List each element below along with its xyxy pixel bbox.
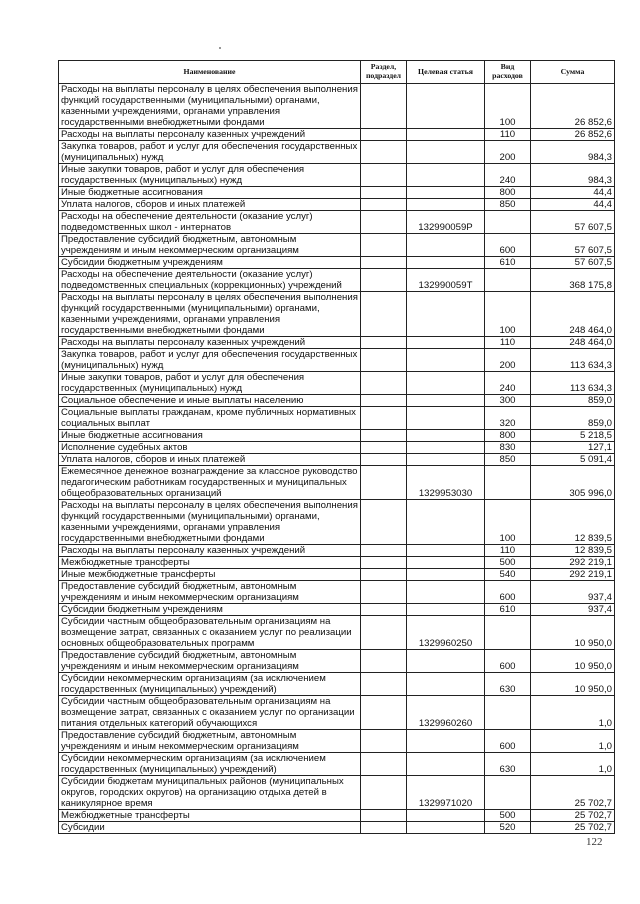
cell-vid: 500 <box>485 557 531 569</box>
cell-name: Расходы на обеспечение деятельности (оказание услуг) подведомственных специальных (коррекционных) учреждений <box>59 269 361 292</box>
cell-vid: 110 <box>485 545 531 557</box>
cell-razdel <box>361 257 407 269</box>
cell-razdel <box>361 673 407 696</box>
cell-vid: 800 <box>485 187 531 199</box>
cell-name: Предоставление субсидий бюджетным, автономным учреждениям и иным некоммерческим организациям <box>59 730 361 753</box>
table-row <box>59 466 615 500</box>
cell-name: Межбюджетные трансферты <box>59 810 361 822</box>
cell-summa: 12 839,5 <box>531 545 615 557</box>
cell-statya <box>407 822 485 834</box>
cell-name: Расходы на выплаты персоналу казенных учреждений <box>59 337 361 349</box>
header-summa: Сумма <box>531 61 615 84</box>
cell-statya <box>407 454 485 466</box>
cell-razdel <box>361 292 407 337</box>
cell-vid: 100 <box>485 292 531 337</box>
cell-vid: 200 <box>485 349 531 372</box>
cell-vid <box>485 776 531 810</box>
cell-summa: 10 950,0 <box>531 673 615 696</box>
cell-summa: 937,4 <box>531 581 615 604</box>
table-row <box>59 395 615 407</box>
cell-vid: 610 <box>485 604 531 616</box>
table-row <box>59 730 615 753</box>
cell-razdel <box>361 442 407 454</box>
cell-vid: 500 <box>485 810 531 822</box>
cell-statya <box>407 500 485 545</box>
cell-name: Иные бюджетные ассигнования <box>59 430 361 442</box>
cell-vid: 240 <box>485 164 531 187</box>
cell-statya: 1329960250 <box>407 616 485 650</box>
cell-statya <box>407 349 485 372</box>
cell-name: Закупка товаров, работ и услуг для обеспечения государственных (муниципальных) нужд <box>59 349 361 372</box>
table-row <box>59 581 615 604</box>
cell-razdel <box>361 211 407 234</box>
table-row <box>59 569 615 581</box>
cell-summa: 25 702,7 <box>531 810 615 822</box>
budget-table <box>58 60 615 834</box>
cell-statya <box>407 430 485 442</box>
cell-summa: 368 175,8 <box>531 269 615 292</box>
table-row <box>59 84 615 129</box>
cell-summa: 984,3 <box>531 141 615 164</box>
cell-statya <box>407 650 485 673</box>
cell-razdel <box>361 616 407 650</box>
table-row <box>59 430 615 442</box>
cell-vid: 830 <box>485 442 531 454</box>
table-row <box>59 810 615 822</box>
cell-name: Расходы на выплаты персоналу в целях обеспечения выполнения функций государственными (муниципальными) органами, казенными учреждениями, органами управления государственными внебюджетными фондами <box>59 84 361 129</box>
cell-name: Социальное обеспечение и иные выплаты населению <box>59 395 361 407</box>
cell-razdel <box>361 810 407 822</box>
cell-summa: 113 634,3 <box>531 349 615 372</box>
cell-name: Субсидии частным общеобразовательным организациям на возмещение затрат, связанных с оказанием услуг по реализации основных общеобразовательных программ <box>59 616 361 650</box>
cell-vid: 600 <box>485 234 531 257</box>
table-row <box>59 454 615 466</box>
header-razdel: Раздел, подраздел <box>361 61 407 84</box>
cell-razdel <box>361 650 407 673</box>
cell-name: Исполнение судебных актов <box>59 442 361 454</box>
page-number: 122 <box>586 836 603 848</box>
cell-statya <box>407 753 485 776</box>
cell-statya: 1329971020 <box>407 776 485 810</box>
cell-statya <box>407 557 485 569</box>
cell-statya <box>407 141 485 164</box>
cell-statya <box>407 442 485 454</box>
cell-razdel <box>361 234 407 257</box>
cell-vid: 320 <box>485 407 531 430</box>
cell-statya <box>407 372 485 395</box>
cell-vid: 630 <box>485 673 531 696</box>
cell-name: Субсидии некоммерческим организациям (за исключением государственных (муниципальных) учреждений) <box>59 753 361 776</box>
table-row <box>59 164 615 187</box>
cell-summa: 127,1 <box>531 442 615 454</box>
cell-razdel <box>361 141 407 164</box>
cell-name: Субсидии частным общеобразовательным организациям на возмещение затрат, связанных с оказанием услуг по организации питания отдельных категорий обучающихся <box>59 696 361 730</box>
cell-vid: 610 <box>485 257 531 269</box>
cell-summa: 10 950,0 <box>531 650 615 673</box>
table-row <box>59 545 615 557</box>
table-row <box>59 650 615 673</box>
cell-summa: 57 607,5 <box>531 257 615 269</box>
cell-razdel <box>361 454 407 466</box>
table-row <box>59 696 615 730</box>
cell-summa: 984,3 <box>531 164 615 187</box>
cell-vid: 240 <box>485 372 531 395</box>
cell-statya <box>407 407 485 430</box>
cell-razdel <box>361 581 407 604</box>
cell-name: Уплата налогов, сборов и иных платежей <box>59 454 361 466</box>
cell-razdel <box>361 557 407 569</box>
cell-summa: 248 464,0 <box>531 337 615 349</box>
cell-summa: 44,4 <box>531 187 615 199</box>
cell-razdel <box>361 395 407 407</box>
cell-summa: 44,4 <box>531 199 615 211</box>
cell-summa: 26 852,6 <box>531 129 615 141</box>
cell-razdel <box>361 187 407 199</box>
cell-razdel <box>361 604 407 616</box>
cell-statya: 132990059Р <box>407 211 485 234</box>
cell-vid: 600 <box>485 581 531 604</box>
table-row <box>59 349 615 372</box>
cell-vid: 520 <box>485 822 531 834</box>
cell-vid: 800 <box>485 430 531 442</box>
cell-vid: 200 <box>485 141 531 164</box>
cell-name: Межбюджетные трансферты <box>59 557 361 569</box>
cell-name: Субсидии бюджетным учреждениям <box>59 257 361 269</box>
table-row <box>59 372 615 395</box>
cell-summa: 859,0 <box>531 395 615 407</box>
cell-name: Ежемесячное денежное вознаграждение за классное руководство педагогическим работникам государственных и муниципальных общеобразовательных организаций <box>59 466 361 500</box>
cell-razdel <box>361 349 407 372</box>
table-row <box>59 199 615 211</box>
cell-razdel <box>361 822 407 834</box>
cell-vid: 100 <box>485 500 531 545</box>
cell-statya <box>407 199 485 211</box>
header-name: Наименование <box>59 61 361 84</box>
cell-summa: 5 091,4 <box>531 454 615 466</box>
table-row <box>59 257 615 269</box>
cell-name: Социальные выплаты гражданам, кроме публичных нормативных социальных выплат <box>59 407 361 430</box>
table-row <box>59 673 615 696</box>
cell-razdel <box>361 776 407 810</box>
cell-vid <box>485 616 531 650</box>
table-row <box>59 234 615 257</box>
cell-statya: 132990059Т <box>407 269 485 292</box>
cell-name: Субсидии бюджетам муниципальных районов (муниципальных округов, городских округов) на организацию отдыха детей в каникулярное время <box>59 776 361 810</box>
cell-statya <box>407 292 485 337</box>
cell-summa: 25 702,7 <box>531 822 615 834</box>
cell-statya <box>407 337 485 349</box>
cell-razdel <box>361 500 407 545</box>
cell-summa: 248 464,0 <box>531 292 615 337</box>
table-row <box>59 187 615 199</box>
cell-razdel <box>361 164 407 187</box>
header-statya: Целевая статья <box>407 61 485 84</box>
cell-summa: 57 607,5 <box>531 234 615 257</box>
cell-name: Предоставление субсидий бюджетным, автономным учреждениям и иным некоммерческим организациям <box>59 234 361 257</box>
cell-name: Расходы на выплаты персоналу казенных учреждений <box>59 545 361 557</box>
cell-name: Иные закупки товаров, работ и услуг для обеспечения государственных (муниципальных) нужд <box>59 372 361 395</box>
cell-summa: 1,0 <box>531 730 615 753</box>
cell-vid: 100 <box>485 84 531 129</box>
cell-statya <box>407 545 485 557</box>
cell-name: Предоставление субсидий бюджетным, автономным учреждениям и иным некоммерческим организациям <box>59 581 361 604</box>
cell-summa: 5 218,5 <box>531 430 615 442</box>
table-row <box>59 407 615 430</box>
cell-statya <box>407 581 485 604</box>
cell-name: Расходы на выплаты персоналу в целях обеспечения выполнения функций государственными (муниципальными) органами, казенными учреждениями, органами управления государственными внебюджетными фондами <box>59 292 361 337</box>
cell-summa: 57 607,5 <box>531 211 615 234</box>
cell-statya <box>407 187 485 199</box>
cell-vid: 850 <box>485 454 531 466</box>
cell-statya <box>407 257 485 269</box>
table-row <box>59 129 615 141</box>
cell-name: Предоставление субсидий бюджетным, автономным учреждениям и иным некоммерческим организациям <box>59 650 361 673</box>
table-header-row <box>59 61 615 84</box>
cell-vid: 600 <box>485 650 531 673</box>
cell-name: Закупка товаров, работ и услуг для обеспечения государственных (муниципальных) нужд <box>59 141 361 164</box>
cell-summa: 1,0 <box>531 753 615 776</box>
cell-statya <box>407 673 485 696</box>
cell-vid: 850 <box>485 199 531 211</box>
cell-vid: 540 <box>485 569 531 581</box>
cell-razdel <box>361 337 407 349</box>
cell-name: Субсидии <box>59 822 361 834</box>
cell-razdel <box>361 545 407 557</box>
table-row <box>59 211 615 234</box>
table-row <box>59 269 615 292</box>
table-row <box>59 604 615 616</box>
cell-vid: 110 <box>485 337 531 349</box>
cell-statya <box>407 569 485 581</box>
cell-name: Иные межбюджетные трансферты <box>59 569 361 581</box>
cell-razdel <box>361 84 407 129</box>
cell-vid: 600 <box>485 730 531 753</box>
cell-razdel <box>361 129 407 141</box>
cell-statya: 1329953030 <box>407 466 485 500</box>
cell-vid <box>485 269 531 292</box>
cell-summa: 12 839,5 <box>531 500 615 545</box>
cell-name: Расходы на выплаты персоналу казенных учреждений <box>59 129 361 141</box>
table-row <box>59 337 615 349</box>
cell-vid <box>485 466 531 500</box>
cell-name: Субсидии некоммерческим организациям (за исключением государственных (муниципальных) учреждений) <box>59 673 361 696</box>
cell-summa: 10 950,0 <box>531 616 615 650</box>
cell-vid: 300 <box>485 395 531 407</box>
cell-summa: 292 219,1 <box>531 557 615 569</box>
table-row <box>59 557 615 569</box>
scan-speck <box>219 47 221 49</box>
cell-razdel <box>361 569 407 581</box>
table-row <box>59 753 615 776</box>
cell-vid <box>485 696 531 730</box>
header-vid: Вид расходов <box>485 61 531 84</box>
cell-statya <box>407 604 485 616</box>
table-row <box>59 500 615 545</box>
cell-razdel <box>361 466 407 500</box>
cell-razdel <box>361 730 407 753</box>
cell-statya <box>407 730 485 753</box>
cell-razdel <box>361 269 407 292</box>
cell-name: Иные закупки товаров, работ и услуг для обеспечения государственных (муниципальных) нужд <box>59 164 361 187</box>
cell-summa: 292 219,1 <box>531 569 615 581</box>
table-row <box>59 616 615 650</box>
cell-summa: 25 702,7 <box>531 776 615 810</box>
table-row <box>59 822 615 834</box>
cell-statya <box>407 164 485 187</box>
cell-razdel <box>361 753 407 776</box>
cell-razdel <box>361 407 407 430</box>
cell-statya: 1329960260 <box>407 696 485 730</box>
cell-vid: 110 <box>485 129 531 141</box>
cell-razdel <box>361 430 407 442</box>
cell-vid: 630 <box>485 753 531 776</box>
cell-statya <box>407 234 485 257</box>
cell-name: Расходы на выплаты персоналу в целях обеспечения выполнения функций государственными (муниципальными) органами, казенными учреждениями, органами управления государственными внебюджетными фондами <box>59 500 361 545</box>
cell-razdel <box>361 199 407 211</box>
cell-razdel <box>361 696 407 730</box>
cell-summa: 937,4 <box>531 604 615 616</box>
cell-statya <box>407 129 485 141</box>
cell-summa: 859,0 <box>531 407 615 430</box>
cell-summa: 26 852,6 <box>531 84 615 129</box>
cell-name: Расходы на обеспечение деятельности (оказание услуг) подведомственных школ - интернатов <box>59 211 361 234</box>
cell-summa: 305 996,0 <box>531 466 615 500</box>
cell-name: Уплата налогов, сборов и иных платежей <box>59 199 361 211</box>
cell-razdel <box>361 372 407 395</box>
cell-summa: 113 634,3 <box>531 372 615 395</box>
cell-vid <box>485 211 531 234</box>
table-row <box>59 442 615 454</box>
cell-summa: 1,0 <box>531 696 615 730</box>
cell-statya <box>407 395 485 407</box>
cell-statya <box>407 810 485 822</box>
cell-name: Иные бюджетные ассигнования <box>59 187 361 199</box>
cell-name: Субсидии бюджетным учреждениям <box>59 604 361 616</box>
table-row <box>59 292 615 337</box>
table-row <box>59 141 615 164</box>
table-row <box>59 776 615 810</box>
cell-statya <box>407 84 485 129</box>
